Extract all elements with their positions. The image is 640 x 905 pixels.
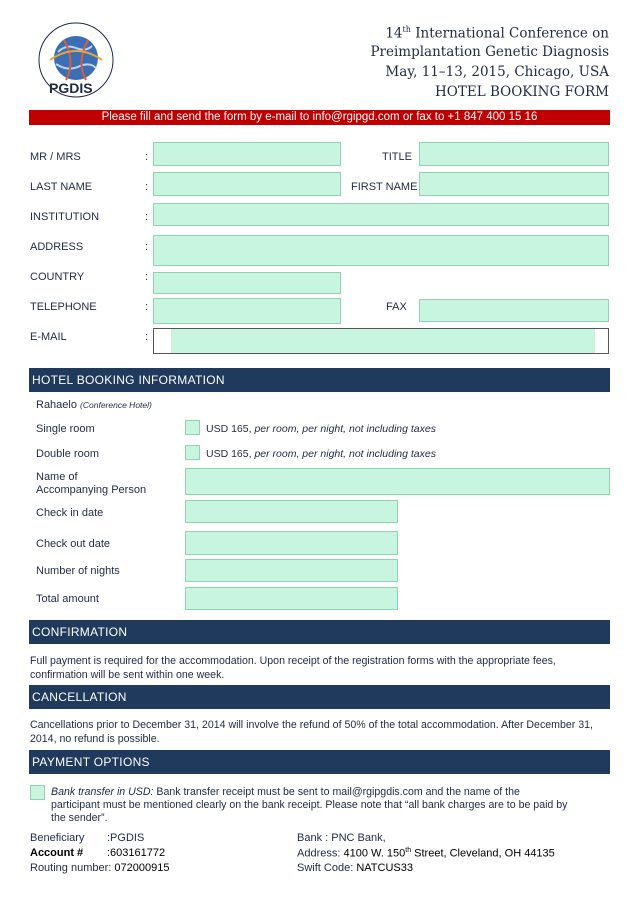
double-room-checkbox[interactable]	[185, 445, 200, 460]
institution-label: INSTITUTION	[30, 211, 100, 223]
instruction-text: Please fill and send the form by e-mail to info@rgipgd.com or fax to +1 847 400 15 16	[101, 111, 538, 123]
institution-field[interactable]	[153, 203, 609, 226]
email-label: E-MAIL	[30, 331, 67, 343]
check-in-label: Check in date	[36, 507, 104, 519]
address-label: ADDRESS	[30, 241, 84, 253]
bank-transfer-checkbox[interactable]	[30, 785, 45, 800]
mr-mrs-label: MR / MRS	[30, 151, 81, 163]
bank-info: Bank : PNC Bank,	[297, 832, 386, 844]
conference-date: May, 11–13, 2015, Chicago, USA	[385, 64, 609, 80]
confirmation-text: Full payment is required for the accommodation. Upon receipt of the registration forms with the appropriate fees, confirmation will be sent within one week.	[30, 655, 556, 681]
cancellation-text: Cancellations prior to December 31, 2014 will involve the refund of 50% of the total accommodation. After December 31, 2014, no refund is possible.	[30, 719, 593, 745]
accompanying-label: Name of Accompanying Person	[36, 471, 147, 496]
account-label: Account #	[30, 847, 84, 859]
single-room-label: Single room	[36, 423, 95, 435]
routing-number: Routing number: 072000915	[30, 862, 170, 874]
single-room-price: USD 165, per room, per night, not including taxes	[206, 423, 436, 435]
fax-label: FAX	[386, 301, 407, 313]
title-field[interactable]	[419, 142, 609, 166]
pgdis-logo	[36, 22, 116, 102]
bank-address: Address: 4100 W. 150th Street, Cleveland, OH 44135	[297, 847, 555, 860]
country-label: COUNTRY	[30, 271, 85, 283]
country-field[interactable]	[153, 272, 341, 294]
conference-title-line1: 14th International Conference on	[385, 25, 609, 42]
double-room-price: USD 165, per room, per night, not including taxes	[206, 448, 436, 460]
conference-title-line2: Preimplantation Genetic Diagnosis	[370, 44, 609, 60]
check-in-field[interactable]	[185, 500, 398, 523]
total-amount-field[interactable]	[185, 587, 398, 610]
logo-text: PGDIS	[49, 80, 93, 96]
check-out-field[interactable]	[185, 531, 398, 555]
accompanying-person-field[interactable]	[185, 468, 610, 495]
mr-mrs-field[interactable]	[153, 142, 341, 166]
bank-transfer-label: Bank transfer in USD:	[51, 786, 154, 798]
title-label: TITLE	[382, 151, 412, 163]
telephone-label: TELEPHONE	[30, 301, 97, 313]
first-name-field[interactable]	[419, 172, 609, 196]
hotel-note: (Conference Hotel)	[80, 400, 152, 410]
hotel-name: Rahaelo (Conference Hotel)	[36, 399, 152, 411]
beneficiary-value: :PGDIS	[107, 832, 145, 844]
nights-label: Number of nights	[36, 565, 120, 577]
confirmation-header: CONFIRMATION	[29, 620, 610, 644]
instruction-banner	[29, 110, 610, 125]
telephone-field[interactable]	[153, 298, 341, 324]
single-room-checkbox[interactable]	[185, 420, 200, 435]
double-room-label: Double room	[36, 448, 99, 460]
first-name-label: FIRST NAME	[351, 181, 418, 193]
beneficiary-label: Beneficiary	[30, 832, 85, 844]
form-title: HOTEL BOOKING FORM	[435, 84, 609, 100]
bank-transfer-text: Bank transfer in USD: Bank transfer receipt must be sent to mail@rgipgdis.com and the name of the participant must be mentioned clearly on the bank receipt. Please note that “all bank charges are to be paid by the sender”.	[51, 786, 568, 824]
last-name-label: LAST NAME	[30, 181, 93, 193]
hotel-booking-header: HOTEL BOOKING INFORMATION	[29, 368, 610, 392]
account-value: :603161772	[107, 847, 166, 859]
swift-code: Swift Code: NATCUS33	[297, 862, 413, 874]
last-name-field[interactable]	[153, 172, 341, 196]
payment-options-header: PAYMENT OPTIONS	[29, 750, 610, 774]
check-out-label: Check out date	[36, 538, 110, 550]
cancellation-header: CANCELLATION	[29, 685, 610, 709]
fax-field[interactable]	[419, 299, 609, 322]
email-field[interactable]	[171, 329, 595, 353]
address-field[interactable]	[153, 235, 609, 266]
total-amount-label: Total amount	[36, 593, 99, 605]
nights-field[interactable]	[185, 559, 398, 582]
